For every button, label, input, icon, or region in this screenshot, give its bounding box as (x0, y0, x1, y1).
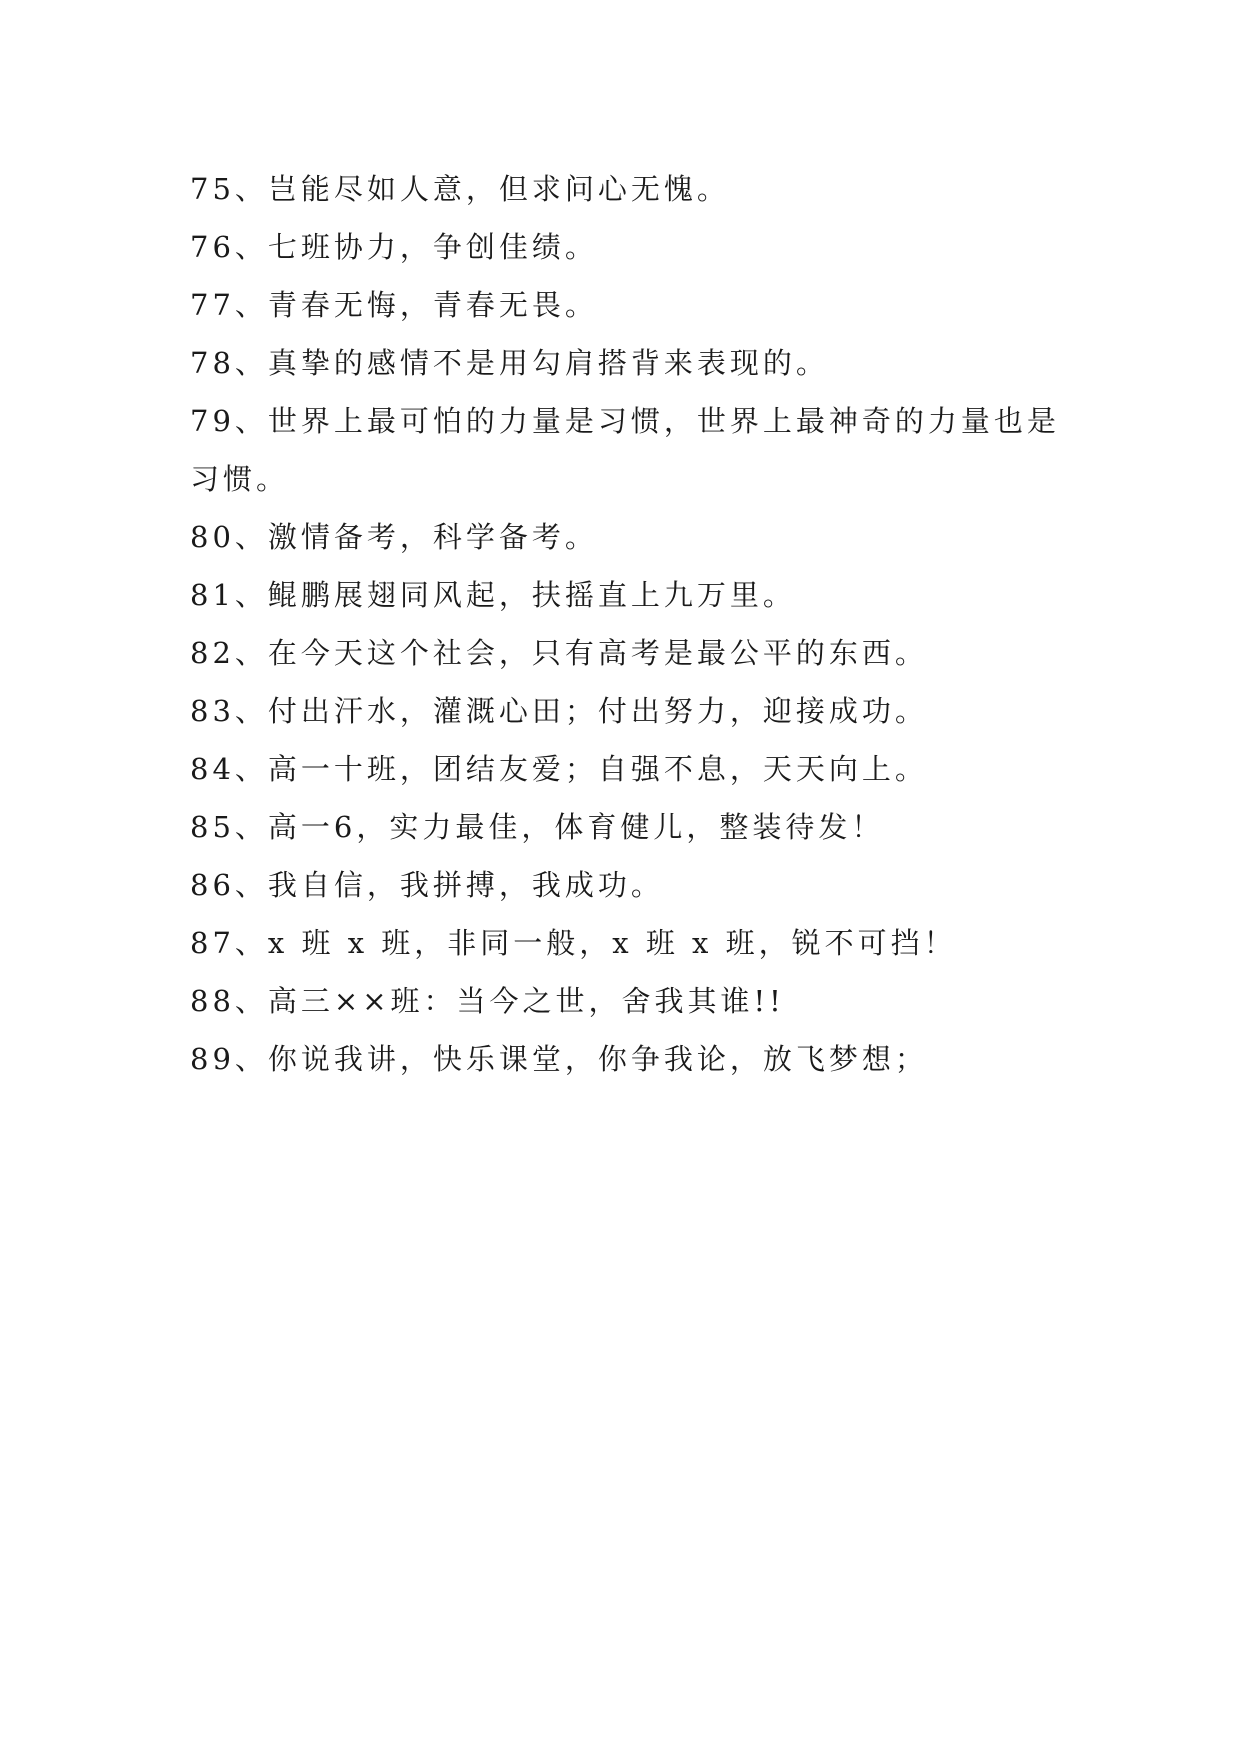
list-item: 83、付出汗水，灌溉心田；付出努力，迎接成功。 (190, 694, 928, 728)
list-item: 81、鲲鹏展翅同风起，扶摇直上九万里。 (190, 578, 796, 612)
list-item: 76、七班协力，争创佳绩。 (190, 230, 598, 264)
list-item: 82、在今天这个社会，只有高考是最公平的东西。 (190, 636, 928, 670)
list-item-continuation: 习惯。 (190, 462, 290, 496)
list-item: 86、我自信，我拼搏，我成功。 (190, 868, 664, 902)
list-item: 80、激情备考，科学备考。 (190, 520, 598, 554)
list-item: 89、你说我讲，快乐课堂，你争我论，放飞梦想； (190, 1042, 928, 1076)
slogan-list (190, 160, 1070, 1088)
list-item: 78、真挚的感情不是用勾肩搭背来表现的。 (190, 346, 829, 380)
list-item: 87、x 班 x 班，非同一般，x 班 x 班，锐不可挡！ (190, 926, 957, 960)
list-item: 84、高一十班，团结友爱；自强不息，天天向上。 (190, 752, 928, 786)
list-item: 88、高三××班：当今之世，舍我其谁!! (190, 984, 785, 1018)
list-item: 85、高一6，实力最佳，体育健儿，整装待发！ (190, 810, 885, 844)
list-item: 77、青春无悔，青春无畏。 (190, 288, 598, 322)
list-item: 75、岂能尽如人意，但求问心无愧。 (190, 172, 730, 206)
list-item: 79、世界上最可怕的力量是习惯，世界上最神奇的力量也是 (190, 404, 1060, 438)
